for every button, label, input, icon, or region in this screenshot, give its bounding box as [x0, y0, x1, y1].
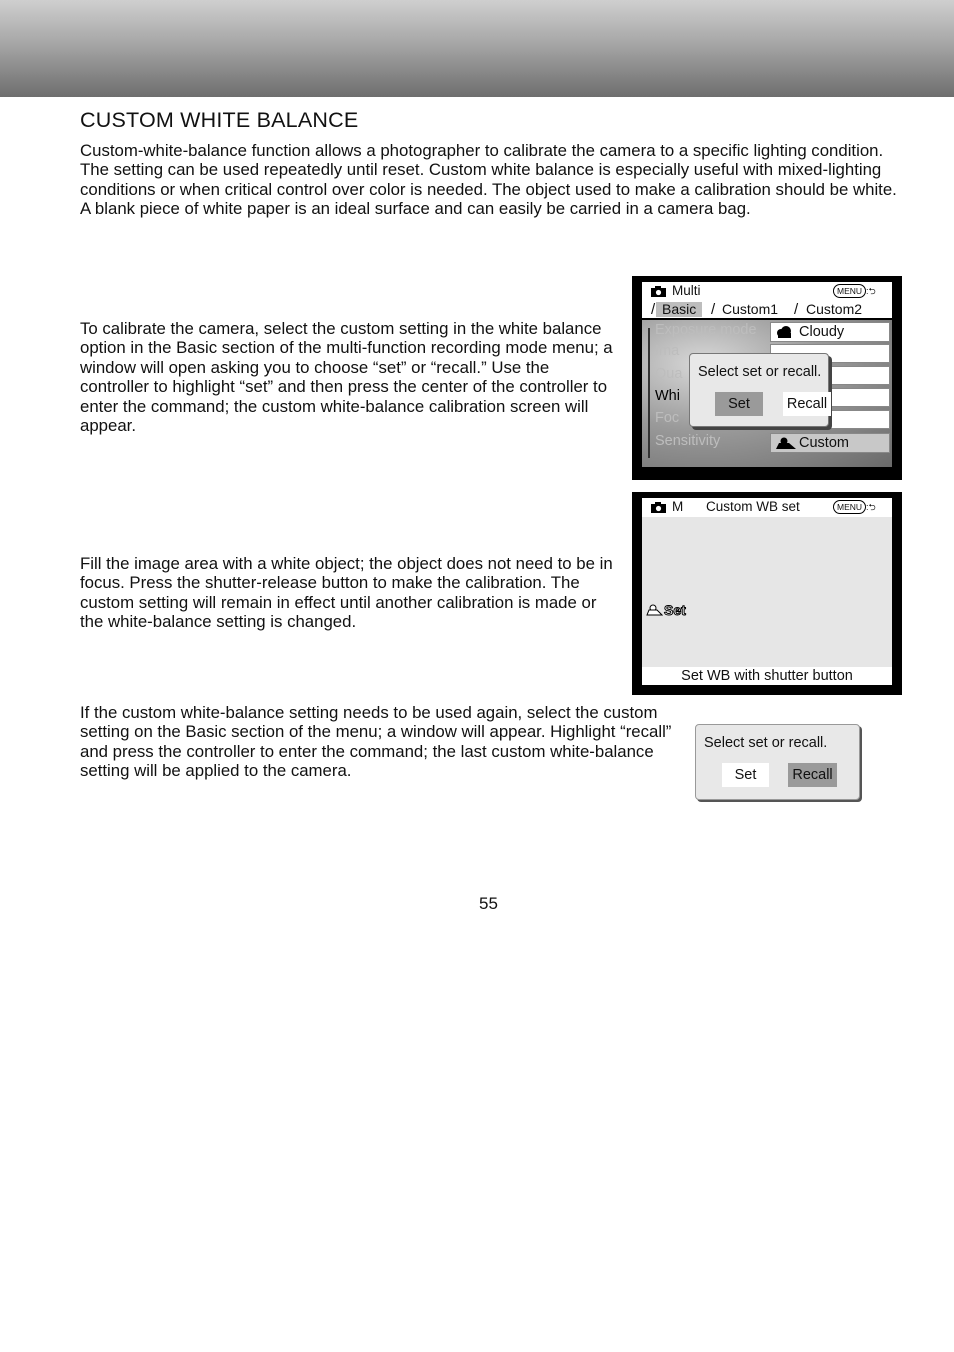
recall-button[interactable]: Recall	[788, 763, 837, 787]
popup-prompt: Select set or recall.	[704, 735, 828, 751]
return-symbol: :⮌	[866, 502, 876, 512]
set-button[interactable]: Set	[715, 392, 763, 416]
page-title: CUSTOM WHITE BALANCE	[80, 108, 359, 132]
lcd-screen-custom-wb	[632, 492, 902, 695]
set-recall-popup-recall	[695, 724, 860, 800]
menu-return-indicator	[833, 284, 876, 300]
menu-badge: MENU	[833, 284, 866, 298]
menu-item-sensitivity[interactable]: Sensitivity	[655, 433, 721, 449]
tab-custom1[interactable]: Custom1	[722, 301, 779, 317]
value-cloudy[interactable]: Cloudy	[770, 322, 890, 342]
page-number: 55	[479, 894, 498, 913]
menu-item-exposure-mode[interactable]: Exposure mode	[655, 322, 757, 338]
screen-title: Custom WB set	[706, 499, 800, 514]
menu-scroll-line	[648, 328, 650, 458]
menu-item-focus[interactable]: Foc	[655, 410, 680, 426]
hint-bar: Set WB with shutter button	[642, 667, 892, 685]
set-button[interactable]: Set	[722, 763, 769, 787]
custom-set-indicator: Set	[646, 602, 686, 618]
menu-return-indicator	[833, 500, 876, 516]
value-custom[interactable]: Custom	[770, 433, 890, 453]
menu-item-image-size[interactable]: Ima	[655, 343, 680, 359]
camera-icon	[651, 286, 666, 297]
cloud-icon	[775, 326, 793, 338]
set-recall-popup	[689, 353, 829, 427]
custom-wb-icon	[646, 604, 663, 616]
tab-custom2[interactable]: Custom2	[806, 301, 863, 317]
lcd-display	[642, 498, 892, 685]
intro-paragraph: Custom-white-balance function allows a photographer to calibrate the camera to a specific lighting condition. The setting can be used repeatedly until reset. Custom white balance is especially useful with mixed-lighting conditions or when critical control over color is needed. The object used to make a calibration should be white. A blank piece of white paper is an ideal surface and can easily be carried in a camera bag.	[80, 141, 897, 219]
return-symbol: :⮌	[866, 286, 876, 296]
header-bar	[0, 0, 954, 97]
tab-basic[interactable]: Basic	[656, 302, 702, 317]
paragraph-recall: If the custom white-balance setting needs to be used again, select the custom setting on the Basic section of the menu; a window will appear. Highlight “recall” and press the controller to enter the command; the last custom white-balance setting will be applied to the camera.	[80, 703, 672, 781]
popup-prompt: Select set or recall.	[698, 364, 822, 380]
camera-icon	[651, 502, 666, 513]
status-bar	[642, 498, 892, 517]
recall-button[interactable]: Recall	[783, 392, 831, 416]
paragraph-calibrate: To calibrate the camera, select the custom setting in the white balance option in the Basic section of the multi-function recording mode menu; a window will open asking you to choose “set” or “recall.” Use the controller to highlight “set” and then press the center of the controller to enter the command; the custom white-balance calibration screen will appear.	[80, 319, 613, 436]
menu-item-quality[interactable]: Qua	[655, 366, 683, 382]
mode-label: Multi	[672, 283, 701, 298]
status-bar	[642, 282, 892, 301]
menu-tabs: / Basic / Custom1 / Custom2	[642, 301, 892, 320]
menu-badge: MENU	[833, 500, 866, 514]
custom-wb-icon	[775, 437, 797, 449]
menu-item-white-balance[interactable]: Whi	[655, 388, 680, 404]
mode-label: M	[672, 499, 684, 514]
paragraph-fill-image: Fill the image area with a white object; the object does not need to be in focus. Press the shutter-release button to make the calibration. The custom setting will remain in effect until another calibration is made or the white-balance setting is changed.	[80, 554, 613, 632]
